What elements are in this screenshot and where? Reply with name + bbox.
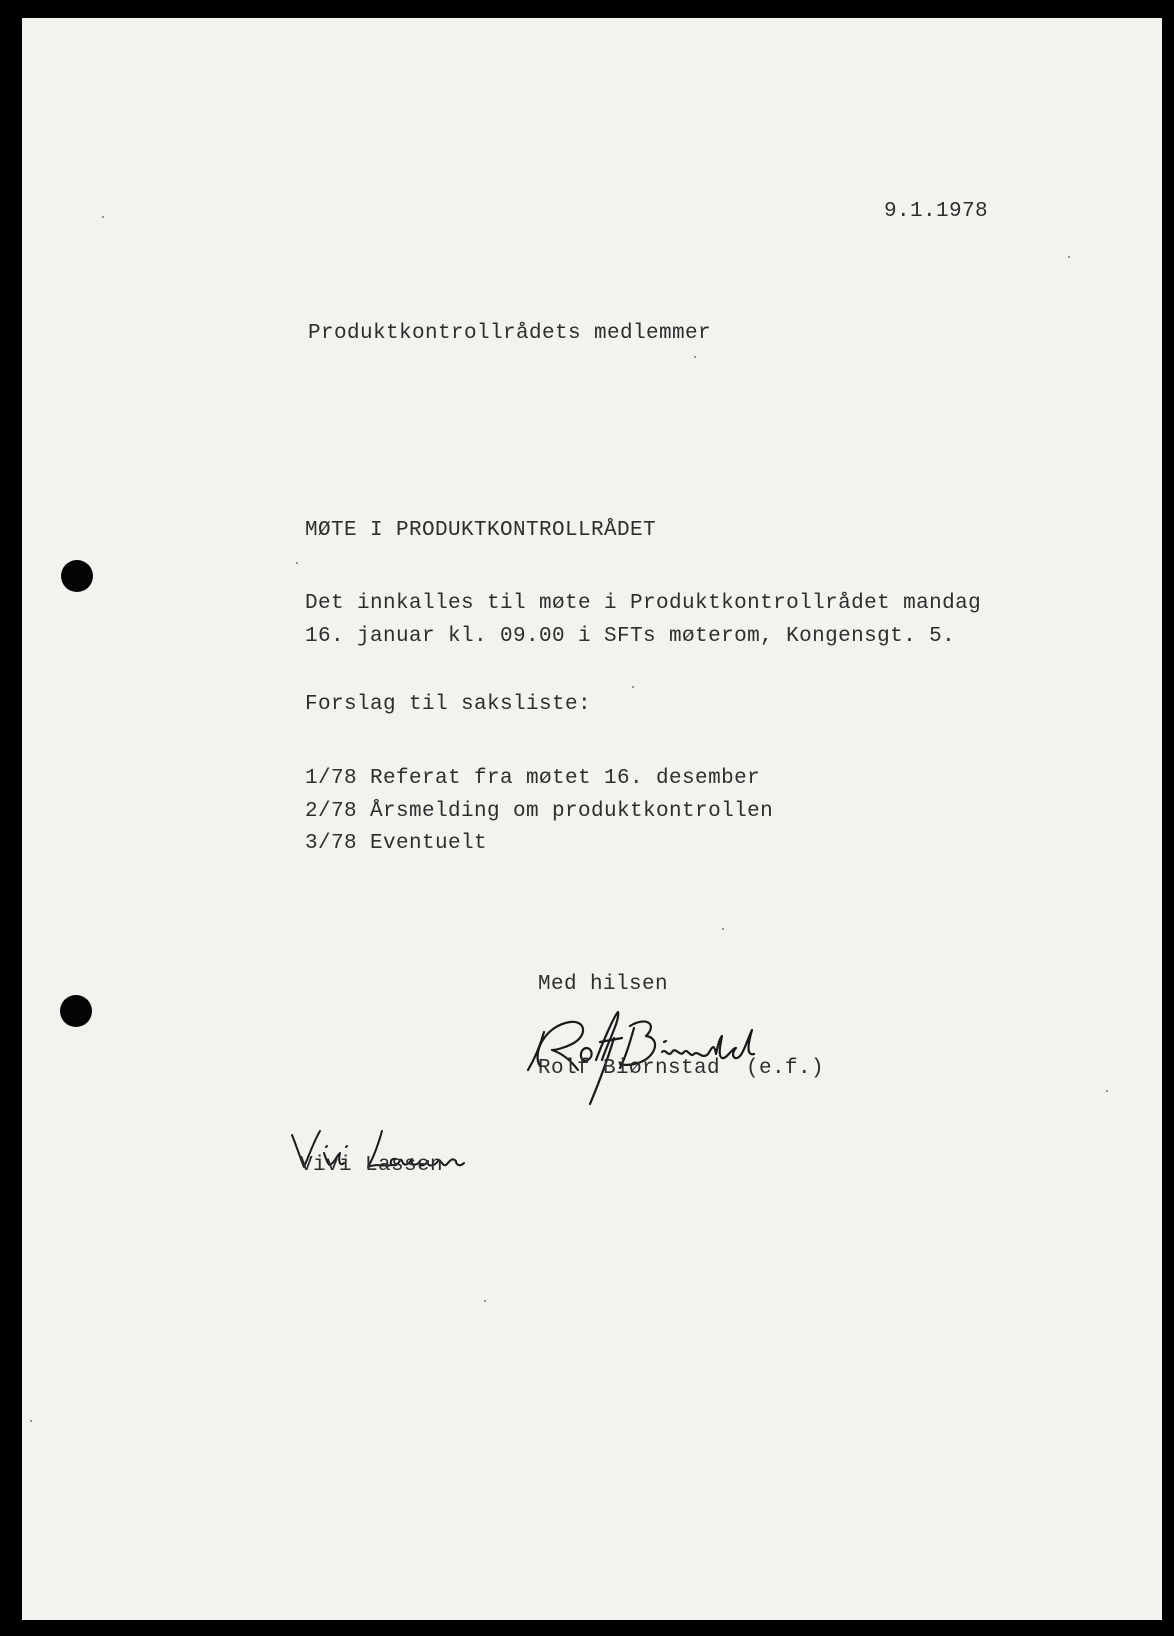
paper-speck <box>632 686 634 688</box>
paper-speck <box>694 356 696 358</box>
signatory-1-name: Rolf Biørnstad (e.f.) <box>538 1057 825 1080</box>
signatory-2-name: Vivi Lassen <box>300 1154 444 1177</box>
paper-speck <box>722 928 724 930</box>
punch-hole-top <box>61 560 93 592</box>
paper-speck <box>1068 256 1070 258</box>
body-line-1: Det innkalles til møte i Produktkontrollrådet mandag <box>305 592 982 615</box>
letter-date: 9.1.1978 <box>884 200 989 223</box>
punch-hole-bottom <box>60 995 92 1027</box>
paper-speck <box>102 216 104 218</box>
document-page <box>22 18 1162 1620</box>
paper-speck <box>296 562 298 564</box>
letter-recipient: Produktkontrollrådets medlemmer <box>308 322 712 345</box>
agenda-item: 3/78 Eventuelt <box>305 832 488 855</box>
agenda-heading: Forslag til saksliste: <box>305 693 592 716</box>
letter-subject: MØTE I PRODUKTKONTROLLRÅDET <box>305 519 657 542</box>
agenda-item: 2/78 Årsmelding om produktkontrollen <box>305 800 774 823</box>
paper-speck <box>1106 1090 1108 1092</box>
body-line-2: 16. januar kl. 09.00 i SFTs møterom, Kongensgt. 5. <box>305 625 956 648</box>
agenda-item: 1/78 Referat fra møtet 16. desember <box>305 767 761 790</box>
letter-closing: Med hilsen <box>538 973 669 996</box>
paper-speck <box>484 1300 486 1302</box>
paper-speck <box>30 1420 32 1422</box>
